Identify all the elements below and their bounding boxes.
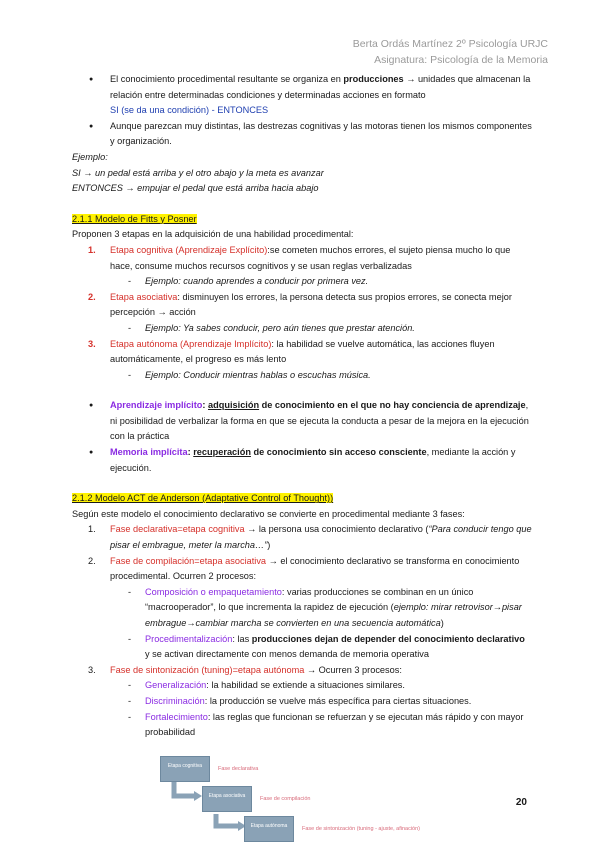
bold-producciones: producciones <box>343 74 404 84</box>
bullet-aprendizaje-implicito <box>72 398 532 445</box>
arrow-2 <box>216 814 240 826</box>
example-label: Ejemplo <box>145 369 179 380</box>
text: ) <box>440 618 444 628</box>
process-title: Discriminación <box>145 695 205 706</box>
stage-text: : la habilidad se vuelve automática, las acciones fluyen automáticamente, el progreso es más lento <box>110 338 495 365</box>
text: → Ocurren 3 procesos: <box>304 664 402 675</box>
text: : varias producciones se combinan en un único “macrooperador”, lo que incrementa la rapidez de ejecución ( <box>145 586 474 613</box>
process-title: Generalización <box>145 680 207 691</box>
text: : la producción se vuelve más específica para ciertas situaciones. <box>204 695 472 706</box>
page-number: 20 <box>515 797 527 808</box>
text: → la persona usa conocimiento declarativo ( <box>244 524 429 535</box>
process-composicion <box>72 585 532 632</box>
stages-flow-diagram <box>160 756 480 844</box>
underlined-term: recuperación <box>193 447 251 458</box>
phase-number: 1. <box>88 524 96 535</box>
colon: : <box>187 447 194 458</box>
process-title: Composición o empaquetamiento <box>145 586 282 597</box>
phase-title: Fase de compilación=etapa asociativa <box>110 555 267 566</box>
stage-text: :se cometen muchos errores, el sujeto piensa mucho lo que hace, consume muchos recursos cognitivos y se usan reglas verbalizadas <box>110 244 511 271</box>
stage-title: Etapa autónoma (Aprendizaje Implícito) <box>110 338 272 349</box>
term-title: Memoria implícita <box>110 447 188 458</box>
term-title: Aprendizaje implícito <box>110 400 203 411</box>
act-intro: Según este modelo el conocimiento declarativo se convierte en procedimental mediante 3 fases: <box>72 508 465 519</box>
box-etapa-cognitiva: Etapa cognitiva <box>160 756 210 782</box>
phase-number: 2. <box>88 555 96 566</box>
bullet-producciones <box>72 72 532 119</box>
phase-item-3 <box>72 663 532 679</box>
fitts-intro: Proponen 3 etapas en la adquisición de una habilidad procedimental: <box>72 229 354 240</box>
phase-number: 3. <box>88 664 96 675</box>
stage-text: : disminuyen los errores, la persona detecta sus propios errores, se conecta mejor percepción → acción <box>110 291 512 318</box>
heading-fitts-posner: 2.1.1 Modelo de Fitts y Posner <box>72 213 197 224</box>
text: y se activan directamente con menos demanda de memoria operativa <box>145 649 429 660</box>
phase-item-2 <box>72 554 532 585</box>
example-label: Ejemplo <box>145 322 179 333</box>
bold-text: de conocimiento en el que no hay conciencia de aprendizaje <box>259 400 526 411</box>
header-author: Berta Ordás Martínez 2º Psicología URJC <box>352 38 548 50</box>
colon: : <box>202 400 209 411</box>
stage-example-1 <box>72 274 532 290</box>
text: , ni posibilidad de verbalizar la forma en que se ejecuta la conducta a pesar de la mejora en la ejecución con la práctica <box>110 400 529 442</box>
bullet-destrezas <box>72 119 532 150</box>
heading-act-anderson: 2.1.2 Modelo ACT de Anderson (Adaptative Control of Thought)) <box>72 493 334 504</box>
label-fase-compilacion: Fase de compilación <box>260 796 311 802</box>
example-text: : Ya sabes conducir, pero aún tienes que prestar atención. <box>178 322 415 333</box>
text: Aunque parezcan muy distintas, las destrezas cognitivas y las motoras tienen los mismos componentes y organización. <box>110 120 532 147</box>
label-fase-sintonizacion: Fase de sintonización (tuning - ajuste, afinación) <box>302 826 421 832</box>
process-fortalecimiento <box>72 710 532 741</box>
box-etapa-asociativa: Etapa asociativa <box>202 786 252 812</box>
process-procedimentalizacion <box>72 632 532 663</box>
underlined-term: adquisición <box>208 400 260 411</box>
text: : las <box>232 633 252 644</box>
text: , mediante la acción y ejecución. <box>110 447 516 473</box>
header-subject: Asignatura: Psicología de la Memoria <box>374 54 548 66</box>
example-text: : Conducir mientras hablas o escuchas música. <box>178 369 371 380</box>
text: → unidades que almacenan la relación entre determinadas condiciones y determinadas acciones en formato <box>110 74 531 100</box>
example-entonces: ENTONCES → empujar el pedal que está arriba hacia abajo <box>72 183 319 194</box>
text: El conocimiento procedimental resultante se organiza en <box>110 74 344 84</box>
stage-example-2 <box>72 321 532 337</box>
stage-title: Etapa asociativa <box>110 291 178 302</box>
example-text: : cuando aprendes a conducir por primera vez. <box>178 276 369 287</box>
stage-item-2 <box>72 290 532 321</box>
process-generalizacion <box>72 678 532 694</box>
italic-example: ejemplo: mirar retrovisor→pisar embrague→cambiar marcha se convierten en una secuencia automática <box>145 602 522 628</box>
label-fase-declarativa: Fase declarativa <box>218 766 259 772</box>
text: : la habilidad se extiende a situaciones similares. <box>206 680 405 691</box>
arrow-1-head <box>194 791 202 801</box>
bullet-memoria-implicita <box>72 445 532 476</box>
phase-title: Fase de sintonización (tuning)=etapa autónoma <box>110 664 305 675</box>
italic-example: “Para conducir tengo que pisar el embrague, meter la marcha…” <box>110 524 532 551</box>
stage-item-1 <box>72 243 532 274</box>
stage-title: Etapa cognitiva (Aprendizaje Explícito) <box>110 244 268 255</box>
box-etapa-autonoma: Etapa autónoma <box>244 816 294 842</box>
process-discriminacion <box>72 694 532 710</box>
phase-item-1 <box>72 522 532 553</box>
process-title: Fortalecimiento <box>145 711 208 722</box>
example-si: SI → un pedal está arriba y el otro abajo y la meta es avanzar <box>72 167 324 178</box>
process-title: Procedimentalización <box>145 633 233 644</box>
arrow-1 <box>174 782 196 796</box>
bold-text: producciones dejan de depender del conocimiento declarativo <box>251 633 525 644</box>
stage-item-3 <box>72 337 532 368</box>
page-content <box>72 72 532 741</box>
bold-text: de conocimiento sin acceso consciente <box>250 447 427 458</box>
page-header <box>353 36 548 68</box>
stage-example-3 <box>72 368 532 384</box>
stage-number: 1. <box>88 244 96 255</box>
example-title: Ejemplo: <box>72 151 108 162</box>
example-label: Ejemplo <box>145 276 179 287</box>
text: : las reglas que funcionan se refuerzan y se ejecutan más rápido y con mayor probabilidad <box>145 711 524 738</box>
phase-title: Fase declarativa=etapa cognitiva <box>110 524 245 535</box>
text: ) <box>267 540 271 551</box>
stage-number: 2. <box>88 291 96 302</box>
stage-number: 3. <box>88 338 96 349</box>
text: → el conocimiento declarativo se transforma en conocimiento procedimental. Ocurren 2 procesos: <box>110 555 520 582</box>
si-entonces-label: SI (se da una condición) - ENTONCES <box>110 105 269 116</box>
